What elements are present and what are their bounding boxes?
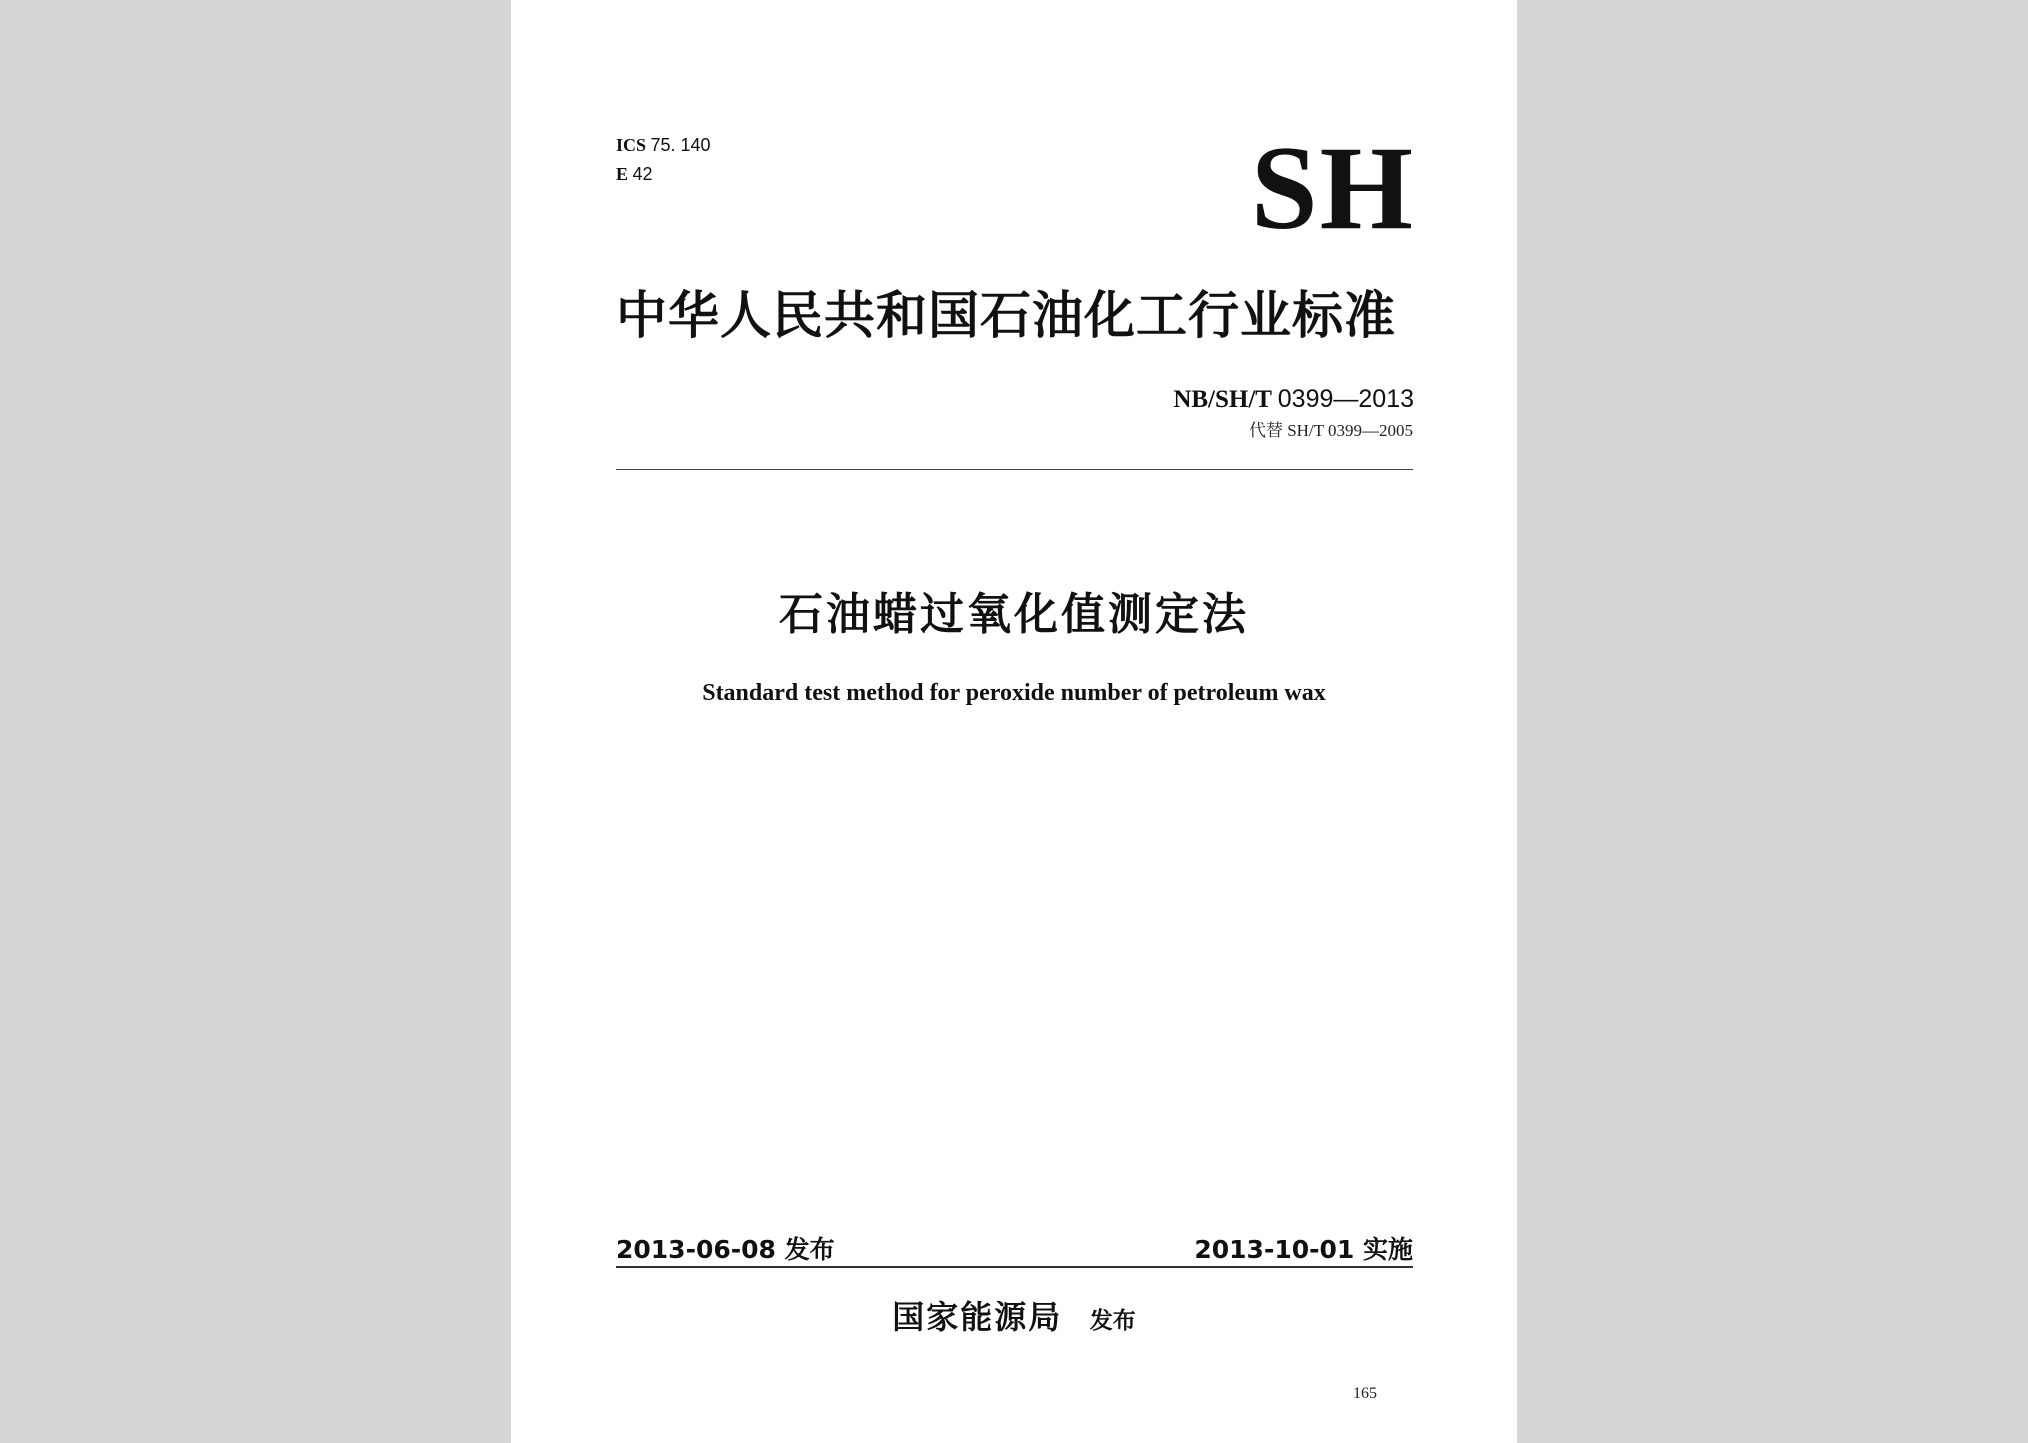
replaces-note: 代替 SH/T 0399—2005	[1248, 421, 1413, 440]
sh-logo: SH	[1250, 121, 1415, 254]
document-page	[511, 0, 1517, 1443]
footer-divider	[616, 1266, 1413, 1268]
issuer-name: 国家能源局	[892, 1298, 1063, 1336]
ccs-prefix: E	[616, 164, 629, 184]
standard-category-title: 中华人民共和国石油化工行业标准	[616, 287, 1397, 346]
standard-number	[1173, 384, 1414, 415]
issuer-suffix: 发布	[1089, 1308, 1136, 1334]
effective-date: 2013-10-01 实施	[1194, 1235, 1413, 1264]
issue-date: 2013-06-08 发布	[616, 1235, 835, 1264]
document-title-chinese: 石油蜡过氧化值测定法	[779, 589, 1249, 640]
issuer-line	[511, 1295, 1517, 1343]
standard-number-prefix: NB/SH/T	[1173, 386, 1272, 413]
document-title-english: Standard test method for peroxide number of petroleum wax	[702, 680, 1326, 706]
standard-number-digits: 0399—2013	[1277, 385, 1414, 413]
page-number: 165	[1353, 1385, 1377, 1402]
ccs-value: 42	[632, 164, 653, 184]
header-divider	[616, 469, 1413, 470]
ics-code	[616, 133, 711, 157]
ics-value: 75. 140	[650, 135, 711, 155]
ccs-code	[616, 162, 653, 186]
ics-prefix: ICS	[616, 135, 647, 155]
